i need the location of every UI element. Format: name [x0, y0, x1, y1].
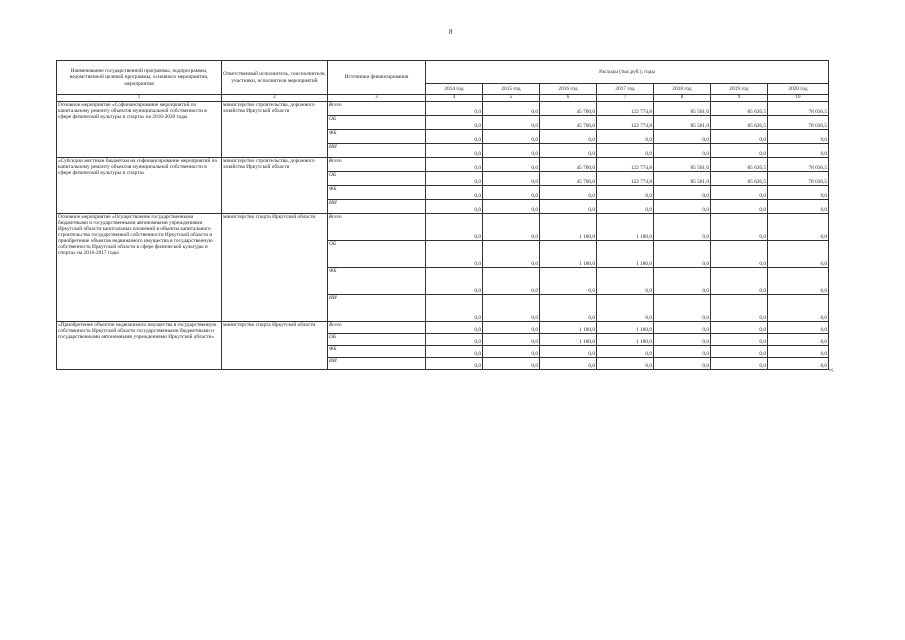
amount-cell: 0,0 — [654, 200, 711, 214]
header-executor: Ответственный исполнитель, соисполнители, участники, исполнители мероприятий — [222, 61, 328, 95]
amount-cell: 0,0 — [768, 322, 829, 334]
amount-cell: 0,0 — [597, 346, 654, 358]
amount-cell: 0,0 — [483, 334, 540, 346]
amount-cell: 78 036,5 — [768, 102, 829, 116]
amount-cell: 0,0 — [426, 130, 483, 144]
amount-cell: 1 180,0 — [540, 214, 597, 241]
amount-cell: 0,0 — [654, 241, 711, 268]
amount-cell: 0,0 — [768, 241, 829, 268]
column-number: 7 — [597, 95, 654, 102]
amount-cell: 0,0 — [597, 268, 654, 295]
amount-cell: 0,0 — [768, 200, 829, 214]
amount-cell: 0,0 — [426, 295, 483, 322]
amount-cell: 0,0 — [711, 200, 768, 214]
column-number: 1 — [57, 95, 222, 102]
funding-source: Всего — [328, 158, 426, 172]
amount-cell: 0,0 — [483, 172, 540, 186]
amount-cell: 45 700,0 — [540, 116, 597, 130]
table-row — [57, 158, 829, 172]
amount-cell: 0,0 — [711, 186, 768, 200]
amount-cell: 0,0 — [540, 346, 597, 358]
amount-cell: 0,0 — [654, 322, 711, 334]
amount-cell: 0,0 — [483, 186, 540, 200]
header-year: 2018 год — [654, 84, 711, 95]
amount-cell: 0,0 — [483, 144, 540, 158]
amount-cell: 1 180,0 — [540, 334, 597, 346]
amount-cell: 0,0 — [711, 295, 768, 322]
amount-cell: 1 180,0 — [597, 322, 654, 334]
header-year: 2020 год — [768, 84, 829, 95]
amount-cell: 45 700,0 — [540, 172, 597, 186]
amount-cell: 0,0 — [483, 241, 540, 268]
amount-cell: 85 501,0 — [654, 158, 711, 172]
amount-cell: 0,0 — [426, 144, 483, 158]
funding-source: ИИ — [328, 200, 426, 214]
amount-cell: 0,0 — [654, 214, 711, 241]
amount-cell: 0,0 — [426, 322, 483, 334]
funding-source: ФБ — [328, 268, 426, 295]
amount-cell: 0,0 — [426, 268, 483, 295]
amount-cell: 1 180,0 — [540, 322, 597, 334]
funding-source: ОБ — [328, 172, 426, 186]
amount-cell: 122 774,8 — [597, 102, 654, 116]
amount-cell: 0,0 — [540, 295, 597, 322]
amount-cell: 0,0 — [540, 144, 597, 158]
amount-cell: 0,0 — [540, 268, 597, 295]
amount-cell: 0,0 — [483, 346, 540, 358]
column-number-row — [57, 95, 829, 102]
amount-cell: 0,0 — [711, 241, 768, 268]
amount-cell: 0,0 — [711, 358, 768, 370]
funding-source: ИИ — [328, 358, 426, 370]
measure-name: «Субсидии местным бюджетам на софинансирование мероприятий по капитальному ремонту объектов муниципальной собственности в сфере физической культуры и спорта» — [57, 158, 222, 214]
page-number: 8 — [449, 28, 453, 36]
amount-cell: 0,0 — [540, 186, 597, 200]
amount-cell: 0,0 — [654, 130, 711, 144]
amount-cell: 0,0 — [483, 268, 540, 295]
funding-source: ФБ — [328, 346, 426, 358]
header-source: Источники финансирования — [328, 61, 426, 95]
header-year: 2015 год — [483, 84, 540, 95]
measure-name: Основное мероприятие «Осуществление государственными бюджетными и государственными автономными учреждениями Иркутской области капитальных вложений в объекты капитального строительства государственной собственности Иркутской области и приобретение объектов недвижимого имущества в государственную собственность Иркутской области в сфере физической культуры и спорта» на 2016-2017 годы — [57, 214, 222, 322]
amount-cell: 0,0 — [426, 200, 483, 214]
funding-source: Всего — [328, 102, 426, 116]
amount-cell: 0,0 — [768, 186, 829, 200]
header-expenses: Расходы (тыс.руб.), годы — [426, 61, 829, 84]
table-row — [57, 322, 829, 334]
amount-cell: 0,0 — [768, 334, 829, 346]
amount-cell: 0,0 — [426, 186, 483, 200]
amount-cell: 0,0 — [768, 346, 829, 358]
funding-source: ОБ — [328, 334, 426, 346]
amount-cell: 0,0 — [597, 186, 654, 200]
amount-cell: 0,0 — [426, 346, 483, 358]
amount-cell: 0,0 — [654, 144, 711, 158]
amount-cell: 78 036,5 — [768, 158, 829, 172]
amount-cell: 1 180,0 — [597, 214, 654, 241]
amount-cell: 122 774,8 — [597, 116, 654, 130]
amount-cell: 0,0 — [483, 200, 540, 214]
amount-cell: 0,0 — [483, 322, 540, 334]
amount-cell: 0,0 — [426, 334, 483, 346]
amount-cell: 0,0 — [483, 158, 540, 172]
amount-cell: 0,0 — [768, 144, 829, 158]
header-year: 2014 год — [426, 84, 483, 95]
measure-name: Основное мероприятие «Софинансирование мероприятий по капитальному ремонту объектов муниципальной собственности в сфере физической культуры и спорта» на 2016-2020 годы — [57, 102, 222, 158]
measure-executor: министерство спорта Иркутской области — [222, 322, 328, 370]
funding-source: ОБ — [328, 241, 426, 268]
amount-cell: 45 700,0 — [540, 158, 597, 172]
amount-cell: 0,0 — [597, 200, 654, 214]
header-year: 2016 год — [540, 84, 597, 95]
amount-cell: 0,0 — [654, 186, 711, 200]
funding-source: Всего — [328, 214, 426, 241]
amount-cell: 78 036,5 — [768, 116, 829, 130]
funding-source: ИИ — [328, 144, 426, 158]
amount-cell: 85 501,0 — [654, 172, 711, 186]
amount-cell: 85 501,0 — [654, 102, 711, 116]
closing-mark: »; — [829, 367, 834, 373]
amount-cell: 122 774,8 — [597, 158, 654, 172]
financing-table — [56, 60, 829, 370]
amount-cell: 0,0 — [768, 268, 829, 295]
amount-cell: 0,0 — [711, 214, 768, 241]
amount-cell: 0,0 — [483, 358, 540, 370]
funding-source: Всего — [328, 322, 426, 334]
amount-cell: 0,0 — [426, 172, 483, 186]
funding-source: ФБ — [328, 130, 426, 144]
amount-cell: 0,0 — [768, 295, 829, 322]
funding-source: ОБ — [328, 116, 426, 130]
amount-cell: 0,0 — [711, 268, 768, 295]
funding-source: ФБ — [328, 186, 426, 200]
amount-cell: 0,0 — [540, 358, 597, 370]
amount-cell: 1 180,0 — [597, 334, 654, 346]
amount-cell: 0,0 — [711, 144, 768, 158]
amount-cell: 0,0 — [483, 102, 540, 116]
table-row — [57, 102, 829, 116]
amount-cell: 0,0 — [483, 130, 540, 144]
amount-cell: 0,0 — [597, 144, 654, 158]
amount-cell: 0,0 — [597, 130, 654, 144]
amount-cell: 85 501,0 — [654, 116, 711, 130]
amount-cell: 0,0 — [768, 214, 829, 241]
column-number: 5 — [483, 95, 540, 102]
amount-cell: 0,0 — [654, 268, 711, 295]
column-number: 10 — [768, 95, 829, 102]
amount-cell: 0,0 — [711, 334, 768, 346]
measure-executor: министерство строительства, дорожного хозяйства Иркутской области — [222, 158, 328, 214]
amount-cell: 0,0 — [426, 214, 483, 241]
amount-cell: 0,0 — [654, 346, 711, 358]
amount-cell: 0,0 — [597, 358, 654, 370]
amount-cell: 0,0 — [711, 130, 768, 144]
amount-cell: 0,0 — [597, 295, 654, 322]
amount-cell: 0,0 — [483, 116, 540, 130]
amount-cell: 0,0 — [654, 295, 711, 322]
amount-cell: 78 036,5 — [768, 172, 829, 186]
measure-executor: министерство спорта Иркутской области — [222, 214, 328, 322]
amount-cell: 0,0 — [483, 214, 540, 241]
header-name: Наименование государственной программы, подпрограммы, ведомственной целевой программы, основного мероприятия, мероприятия — [57, 61, 222, 95]
amount-cell: 0,0 — [540, 200, 597, 214]
amount-cell: 85 626,5 — [711, 172, 768, 186]
amount-cell: 0,0 — [426, 358, 483, 370]
amount-cell: 0,0 — [654, 334, 711, 346]
column-number: 9 — [711, 95, 768, 102]
amount-cell: 85 626,5 — [711, 158, 768, 172]
amount-cell: 1 180,0 — [597, 241, 654, 268]
column-number: 6 — [540, 95, 597, 102]
measure-name: «Приобретение объектов недвижимого имущества в государственную собственность Иркутской области государственными бюджетными и государственными автономными учреждениями Иркутской области» — [57, 322, 222, 370]
amount-cell: 1 180,0 — [540, 241, 597, 268]
amount-cell: 0,0 — [768, 130, 829, 144]
amount-cell: 0,0 — [540, 130, 597, 144]
amount-cell: 0,0 — [483, 295, 540, 322]
header-year: 2017 год — [597, 84, 654, 95]
column-number: 8 — [654, 95, 711, 102]
amount-cell: 0,0 — [426, 241, 483, 268]
header-year: 2019 год — [711, 84, 768, 95]
amount-cell: 0,0 — [711, 346, 768, 358]
amount-cell: 0,0 — [426, 116, 483, 130]
amount-cell: 85 626,5 — [711, 116, 768, 130]
amount-cell: 122 774,8 — [597, 172, 654, 186]
amount-cell: 0,0 — [654, 358, 711, 370]
amount-cell: 0,0 — [768, 358, 829, 370]
amount-cell: 0,0 — [426, 102, 483, 116]
amount-cell: 0,0 — [426, 158, 483, 172]
amount-cell: 85 626,5 — [711, 102, 768, 116]
column-number: 2 — [222, 95, 328, 102]
column-number: 3 — [328, 95, 426, 102]
amount-cell: 0,0 — [711, 322, 768, 334]
column-number: 4 — [426, 95, 483, 102]
amount-cell: 45 700,0 — [540, 102, 597, 116]
table-row — [57, 214, 829, 241]
measure-executor: министерство строительства, дорожного хозяйства Иркутской области — [222, 102, 328, 158]
funding-source: ИИ — [328, 295, 426, 322]
